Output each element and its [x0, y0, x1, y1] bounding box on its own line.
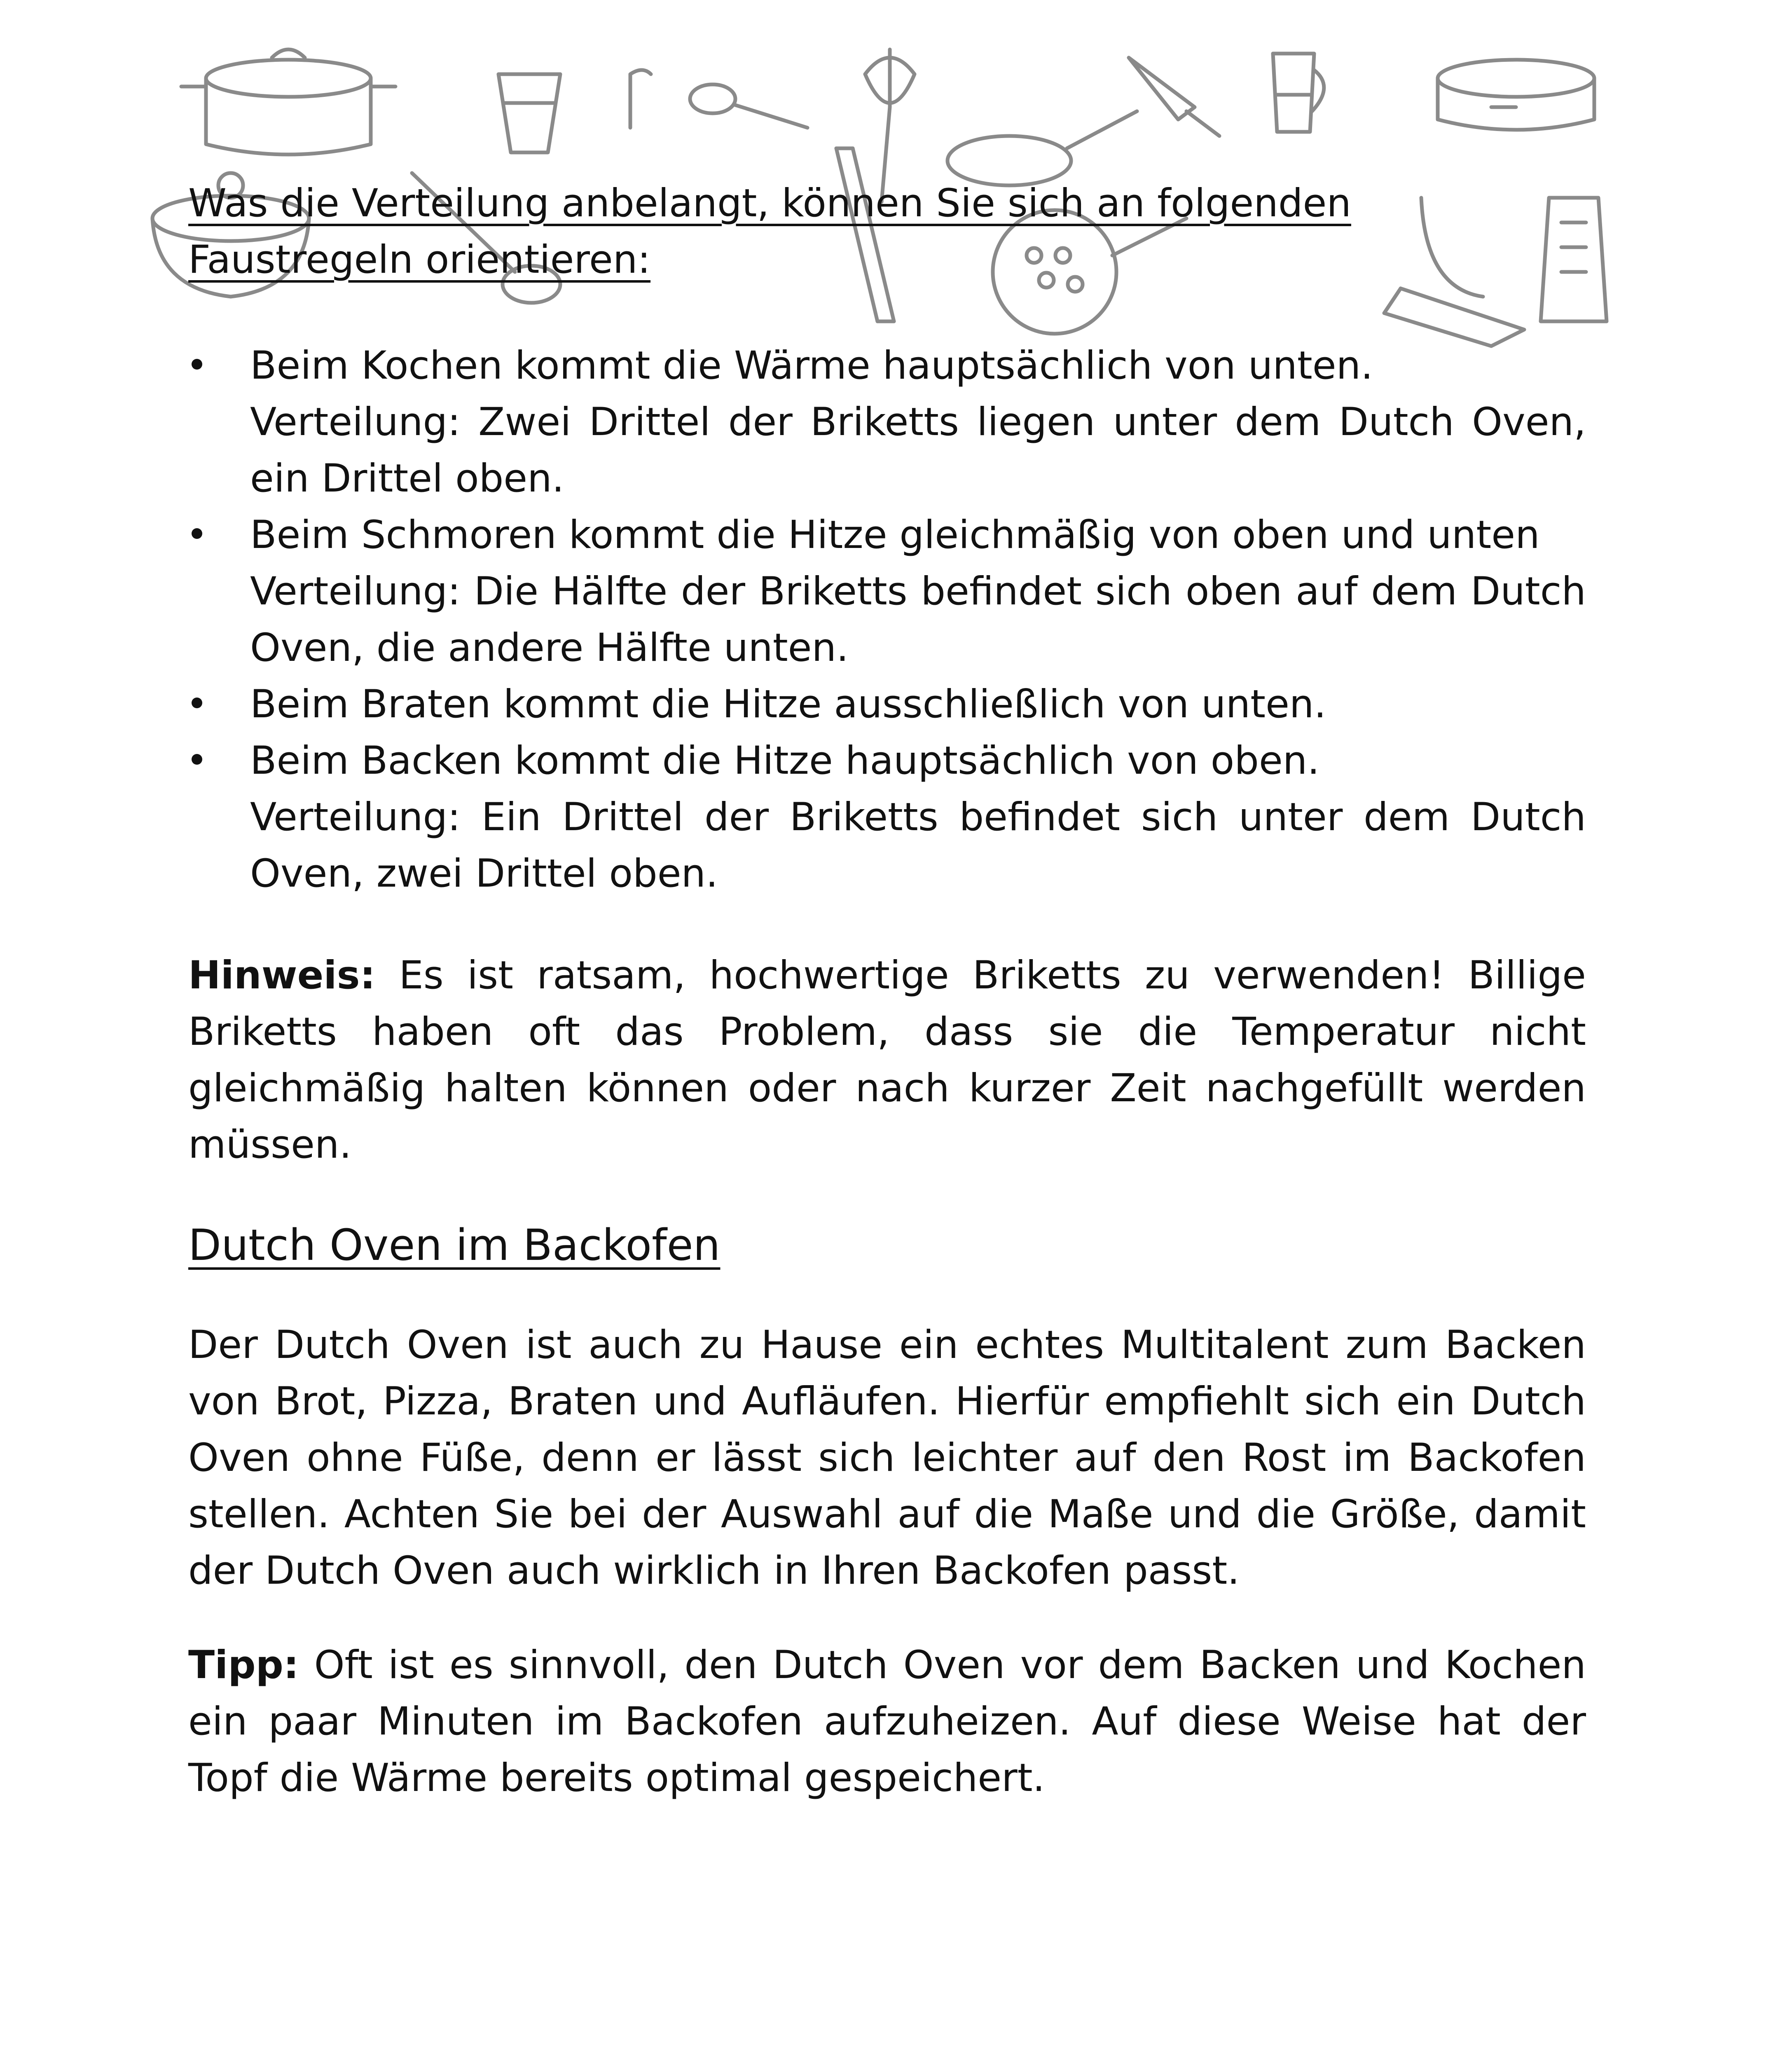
note-label: Hinweis: — [188, 953, 376, 998]
frying-pan-icon — [947, 111, 1137, 185]
note-text: Es ist ratsam, hochwertige Briketts zu verwenden! Billige Briketts haben oft das Problem, dass sie die Temperatur nicht gleichmäßig halten können oder nach kurzer Zeit nachgefüllt werden müssen. — [188, 953, 1586, 1167]
rule-distribution: Verteilung: Die Hälfte der Briketts befindet sich oben auf dem Dutch Oven, die andere Hälfte unten. — [250, 569, 1586, 670]
section-heading: Dutch Oven im Backofen — [188, 1220, 721, 1270]
cooking-pot-icon — [181, 49, 395, 154]
cake-ring-icon — [1438, 60, 1594, 130]
rule-text: Beim Braten kommt die Hitze ausschließlich von unten. — [250, 682, 1326, 727]
rule-distribution: Verteilung: Zwei Drittel der Briketts liegen unter dem Dutch Oven, ein Drittel oben. — [250, 400, 1586, 501]
rule-text: Beim Backen kommt die Hitze hauptsächlich von oben. — [250, 738, 1320, 783]
note-paragraph — [188, 947, 1586, 1173]
rule-text: Beim Kochen kommt die Wärme hauptsächlich von unten. — [250, 343, 1373, 388]
tip-label: Tipp: — [188, 1643, 299, 1688]
list-item — [188, 676, 1586, 733]
spoon-icon — [630, 70, 807, 128]
rule-distribution: Verteilung: Ein Drittel der Briketts befindet sich unter dem Dutch Oven, zwei Drittel oben. — [250, 795, 1586, 896]
rules-list — [188, 337, 1586, 902]
page-content — [188, 175, 1586, 1806]
knife-icon — [1129, 58, 1219, 136]
intro-text: Was die Verteilung anbelangt, können Sie sich an folgenden Faustregeln orientieren: — [188, 181, 1351, 282]
tip-text: Oft ist es sinnvoll, den Dutch Oven vor dem Backen und Kochen ein paar Minuten im Backofen aufzuheizen. Auf diese Weise hat der Topf die Wärme bereits optimal gespeichert. — [188, 1643, 1586, 1800]
list-item — [188, 733, 1586, 902]
section-paragraph: Der Dutch Oven ist auch zu Hause ein echtes Multitalent zum Backen von Brot, Pizza, Braten und Aufläufen. Hierfür empfiehlt sich ein Dutch Oven ohne Füße, denn er lässt sich leichter auf den Rost im Backofen stellen. Achten Sie bei der Auswahl auf die Maße und die Größe, damit der Dutch Oven auch wirklich in Ihren Backofen passt. — [188, 1323, 1586, 1593]
tip-paragraph — [188, 1637, 1586, 1806]
list-item — [188, 507, 1586, 676]
glass-icon — [498, 74, 560, 152]
list-item — [188, 337, 1586, 507]
rule-text: Beim Schmoren kommt die Hitze gleichmäßig von oben und unten — [250, 513, 1540, 557]
pitcher-icon — [1273, 54, 1324, 132]
